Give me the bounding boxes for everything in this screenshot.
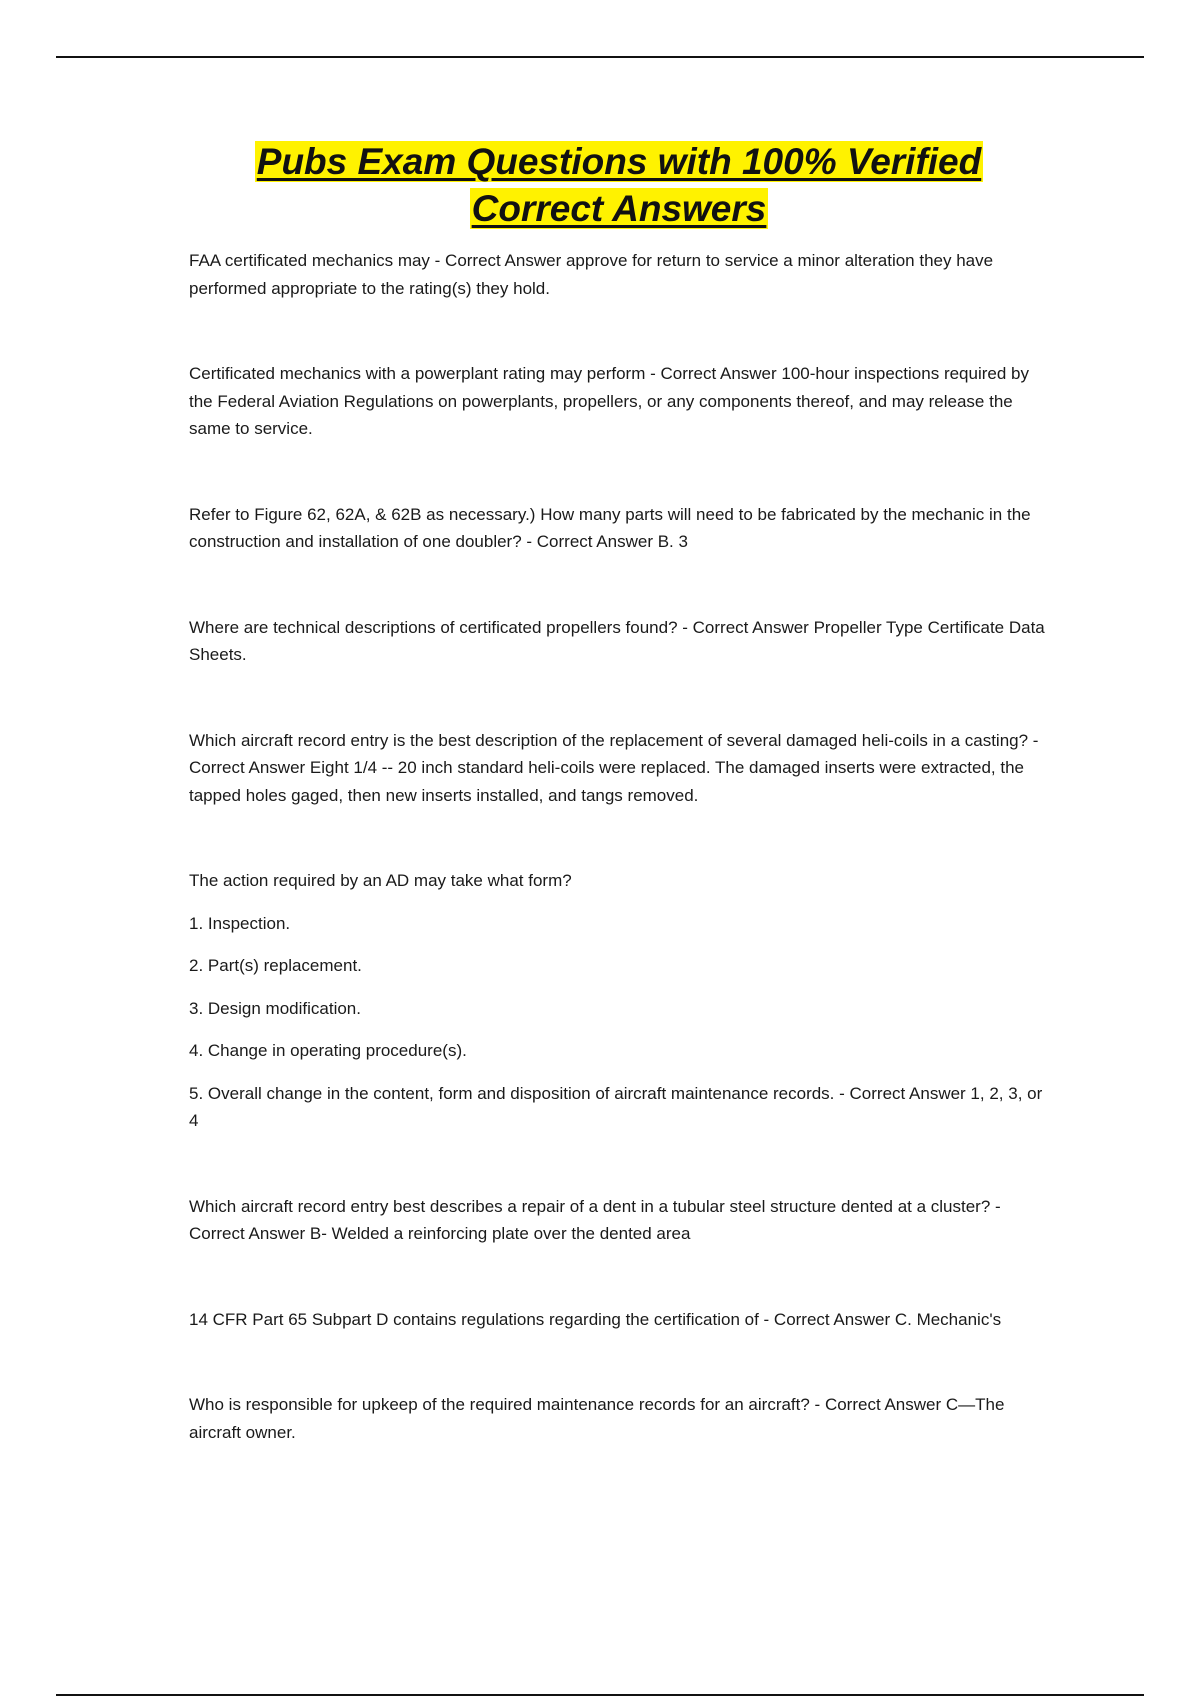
qa-item-9: Who is responsible for upkeep of the required maintenance records for an aircraft? - Correct Answer C—The aircraft owner. [189, 1395, 1005, 1442]
top-rule [56, 56, 1144, 58]
document-page [189, 138, 1049, 1446]
ad-option-2: 2. Part(s) replacement. [189, 956, 362, 975]
qa-item-2: Certificated mechanics with a powerplant rating may perform - Correct Answer 100-hour inspections required by the Federal Aviation Regulations on powerplants, propellers, or any components thereof, and may release the same to service. [189, 364, 1029, 438]
ad-question-stem: The action required by an AD may take what form? [189, 871, 572, 890]
qa-item-4: Where are technical descriptions of certificated propellers found? - Correct Answer Propeller Type Certificate Data Sheets. [189, 617, 1045, 664]
document-title [189, 138, 1049, 232]
qa-item-7: Which aircraft record entry best describes a repair of a dent in a tubular steel structure dented at a cluster? - Correct Answer B- Welded a reinforcing plate over the dented area [189, 1196, 1001, 1243]
qa-item-8: 14 CFR Part 65 Subpart D contains regulations regarding the certification of - Correct Answer C. Mechanic's [189, 1309, 1002, 1329]
ad-option-4: 4. Change in operating procedure(s). [189, 1041, 467, 1060]
qa-item-1: FAA certificated mechanics may - Correct Answer approve for return to service a minor alteration they have performed appropriate to the rating(s) they hold. [189, 251, 994, 298]
title-line-2: Correct Answers [471, 188, 767, 229]
ad-option-5-answer: 5. Overall change in the content, form and disposition of aircraft maintenance records. - Correct Answer 1, 2, 3, or 4 [189, 1083, 1043, 1130]
title-line-1: Pubs Exam Questions with 100% Verified [256, 141, 982, 182]
qa-item-3: Refer to Figure 62, 62A, & 62B as necessary.) How many parts will need to be fabricated by the mechanic in the construction and installation of one doubler? - Correct Answer B. 3 [189, 504, 1031, 551]
bottom-rule [56, 1694, 1144, 1696]
ad-option-3: 3. Design modification. [189, 998, 361, 1018]
qa-item-ad [189, 867, 1049, 1135]
qa-item-5: Which aircraft record entry is the best description of the replacement of several damaged heli-coils in a casting? - Correct Answer Eight 1/4 -- 20 inch standard heli-coils were replaced. The damaged inserts were extracted, the tapped holes gaged, then new inserts installed, and tangs removed. [189, 730, 1039, 805]
ad-option-1: 1. Inspection. [189, 913, 291, 933]
